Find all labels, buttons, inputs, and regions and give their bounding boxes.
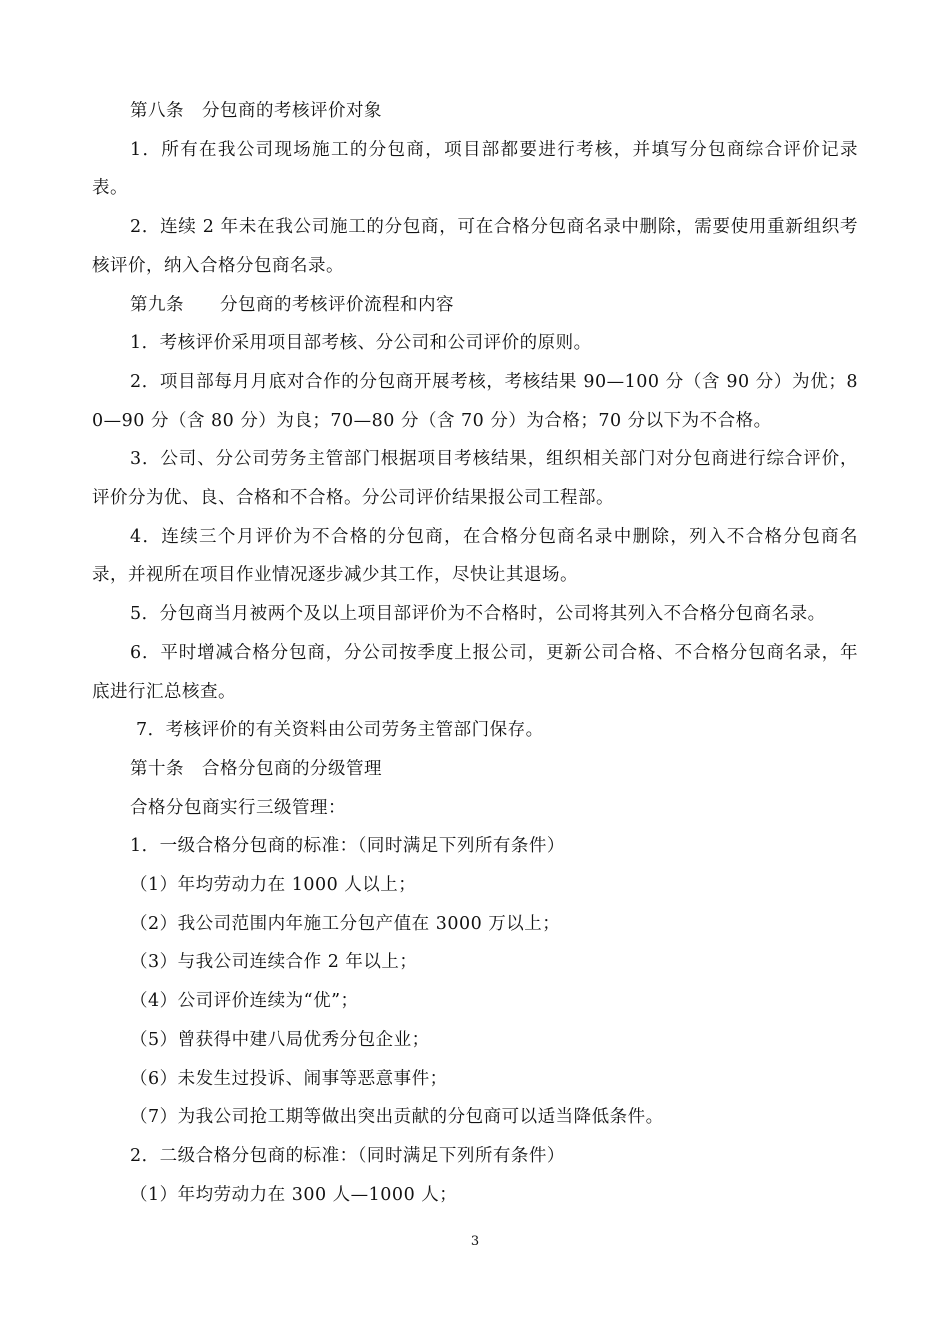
list-heading: 2．二级合格分包商的标准：（同时满足下列所有条件） [130,1145,565,1166]
paragraph: 合格分包商实行三级管理： [130,797,346,818]
paragraph: 2．连续 2 年未在我公司施工的分包商，可在合格分包商名录中删除，需要使用重新组织考核评价，纳入合格分包商名录。 [92,217,859,276]
article-8-heading: 第八条 分包商的考核评价对象 [130,101,382,121]
list-item: （4）公司评价连续为“优”； [130,991,359,1012]
list-item: （6）未发生过投诉、闹事等恶意事件； [130,1068,448,1089]
list-item: （1）年均劳动力在 300 人—1000 人； [130,1184,458,1205]
document-body [92,92,858,1214]
list-item: （1）年均劳动力在 1000 人以上； [130,875,417,896]
paragraph: 1．所有在我公司现场施工的分包商，项目部都要进行考核，并填写分包商综合评价记录表。 [92,139,858,199]
paragraph: 5．分包商当月被两个及以上项目部评价为不合格时，公司将其列入不合格分包商名录。 [130,604,826,625]
list-heading: 1．一级合格分包商的标准：（同时满足下列所有条件） [130,836,565,857]
list-item: （7）为我公司抢工期等做出突出贡献的分包商可以适当降低条件。 [130,1107,664,1128]
paragraph: 4．连续三个月评价为不合格的分包商，在合格分包商名录中删除，列入不合格分包商名录，并视所在项目作业情况逐步减少其工作，尽快让其退场。 [92,526,858,586]
paragraph: 6．平时增减合格分包商，分公司按季度上报公司，更新公司合格、不合格分包商名录，年底进行汇总核查。 [92,642,858,702]
paragraph: 7．考核评价的有关资料由公司劳务主管部门保存。 [136,720,544,741]
paragraph: 1．考核评价采用项目部考核、分公司和公司评价的原则。 [130,333,592,354]
list-item: （2）我公司范围内年施工分包产值在 3000 万以上； [130,913,561,934]
paragraph: 3．公司、分公司劳务主管部门根据项目考核结果，组织相关部门对分包商进行综合评价，评价分为优、良、合格和不合格。分公司评价结果报公司工程部。 [92,449,858,509]
list-item: （3）与我公司连续合作 2 年以上； [130,952,418,973]
list-item: （5）曾获得中建八局优秀分包企业； [130,1029,430,1050]
article-9-heading: 第九条 分包商的考核评价流程和内容 [130,294,454,315]
page-number: 3 [470,1234,480,1249]
article-10-heading: 第十条 合格分包商的分级管理 [130,758,382,779]
paragraph: 2．项目部每月月底对合作的分包商开展考核，考核结果 90—100 分（含 90 分）为优；80—90 分（含 80 分）为良；70—80 分（含 70 分）为合格；70 分以下为不合格。 [92,371,858,431]
